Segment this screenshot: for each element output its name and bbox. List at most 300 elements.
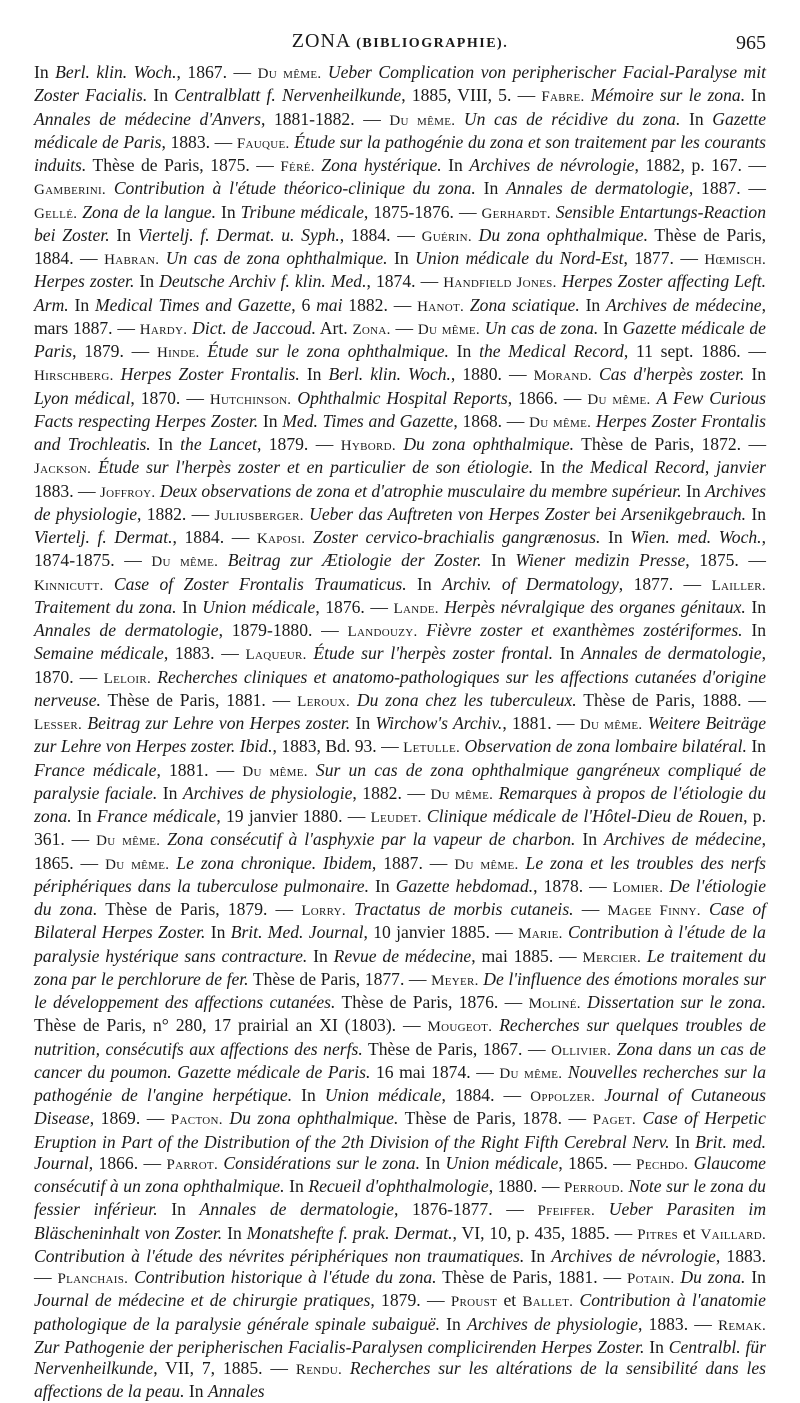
- bibliography-entry: [34, 713, 575, 733]
- bibliography-entry: [297, 690, 766, 710]
- work-title: Gazette hebdomad.: [395, 875, 534, 896]
- author-name: Leroux.: [297, 693, 351, 710]
- citation-text: In: [387, 248, 416, 268]
- citation-text: In: [439, 1313, 467, 1334]
- work-title: Union médicale: [445, 1152, 559, 1173]
- work-title: Observation de zona lombaire bilatéral.: [464, 736, 747, 757]
- citation-text: In: [680, 108, 713, 129]
- work-title: Cas d'herpès zoster.: [598, 364, 745, 385]
- work-title: Beitrag zur Lehre von Herpes zoster.: [87, 713, 351, 733]
- work-title: Herpes Zoster affecting Left. Arm.: [34, 271, 766, 315]
- citation-text: , 1881. —: [502, 713, 575, 733]
- work-title: Étude sur la pathogénie du zona et son traitement par les courants induits.: [34, 131, 767, 175]
- work-title: Annales de dermatologie: [506, 178, 689, 199]
- work-title: Ueber Complication von peripherischer Facial-Paralyse mit Zoster Facialis.: [34, 62, 767, 106]
- work-title: Revue de médecine: [333, 945, 472, 966]
- citation-text: In: [109, 224, 138, 245]
- bibliography-entry: [280, 155, 766, 175]
- citation-text: Thèse de Paris, 1876. —: [335, 992, 523, 1012]
- work-title: Beitrag zur Ætiologie der Zoster.: [227, 550, 482, 571]
- author-name: Planchais.: [57, 1271, 129, 1287]
- citation-text: Thèse de Paris, 1867. —: [362, 1038, 546, 1059]
- author-name: Du même.: [242, 763, 308, 780]
- work-title: Archives de physiologie: [182, 782, 353, 803]
- work-title: Ueber das Auftreten von Herpes Zoster bei Arsenikgebrauch.: [309, 503, 747, 524]
- citation-text: , 1874. —: [366, 271, 439, 292]
- work-title: Centralblatt f. Nervenheilkunde: [174, 85, 402, 106]
- citation-text: , 1879. —: [256, 434, 334, 454]
- work-title: Berl. klin. Woch.: [55, 62, 177, 82]
- citation-text: [342, 1358, 350, 1378]
- work-title: Wirchow's Archiv.: [375, 713, 503, 733]
- work-title: Sur un cas de zona ophthalmique gangréneux compliqué de paralysie faciale.: [34, 759, 766, 803]
- work-title: Recherches sur les altérations de la sensibilité dans les affections de la peau.: [34, 1358, 767, 1402]
- work-title: Medical Times and Gazette: [94, 294, 292, 315]
- work-title: Nouvelles recherches sur la pathogénie de l'angine herpétique.: [34, 1061, 766, 1105]
- citation-text: , 1883. —: [34, 1245, 767, 1287]
- citation-text: , 1887. —: [688, 178, 767, 199]
- author-name: Rendu.: [295, 1362, 342, 1378]
- author-name: Paget.: [592, 1112, 636, 1129]
- citation-text: , VII, 7, 1885. —: [153, 1358, 288, 1378]
- citation-text: Thèse de Paris, 1872. —: [574, 434, 767, 454]
- work-title: Recueil d'ophthalmologie: [308, 1176, 489, 1196]
- author-name: Gamberini.: [34, 182, 106, 199]
- citation-text: , 1877. —: [618, 573, 702, 594]
- work-title: Note sur le zona du fessier inférieur.: [34, 1176, 766, 1220]
- citation-text: et: [497, 1290, 523, 1311]
- citation-text: , 1865. —: [558, 1152, 631, 1173]
- work-title: Brit. med. Journal: [34, 1131, 767, 1173]
- author-name: Lailler.: [711, 577, 766, 594]
- citation-text: In: [533, 457, 562, 478]
- citation-text: , 1877. —: [623, 248, 698, 268]
- work-title: mai: [316, 294, 343, 315]
- citation-text: In: [575, 829, 604, 850]
- work-title: Union médicale du Nord-Est: [415, 248, 624, 268]
- work-title: France médicale: [96, 806, 217, 826]
- work-title: Du zona ophthalmique.: [403, 434, 575, 454]
- bibliography-entry: [210, 388, 581, 408]
- citation-text: , mai 1885. —: [471, 945, 577, 966]
- citation-text: In: [524, 1245, 552, 1266]
- author-name: Pacton.: [170, 1112, 223, 1129]
- author-name: Marie.: [518, 926, 563, 943]
- work-title: Gazette médicale de Paris: [34, 108, 767, 152]
- citation-text: In: [448, 341, 480, 361]
- citation-text: In: [284, 1176, 309, 1196]
- citation-text: In: [34, 62, 56, 82]
- citation-text: , 1883. —: [161, 131, 233, 152]
- author-name: Joffroy.: [100, 484, 156, 501]
- author-name: Kaposi.: [256, 531, 306, 547]
- work-title: Dissertation sur le zona.: [587, 992, 767, 1012]
- citation-text: Thèse de Paris, 1881. —: [436, 1267, 622, 1287]
- author-name: Leudet.: [370, 810, 422, 826]
- work-title: Union médicale: [324, 1085, 442, 1105]
- work-title: Du zona chez les tuberculeux.: [356, 689, 577, 710]
- author-name: Fabre.: [541, 89, 585, 106]
- author-name: Du même.: [454, 856, 519, 873]
- citation-text: ,: [704, 457, 717, 478]
- work-title: Contribution historique à l'étude du zona.: [134, 1267, 437, 1287]
- author-name: Ballet.: [522, 1294, 574, 1311]
- citation-text: , 1887. —: [371, 852, 448, 873]
- citation-text: In: [441, 155, 470, 175]
- work-title: Contribution à l'étude des névrites périphériques non traumatiques.: [34, 1245, 525, 1266]
- work-title: Zona consécutif à l'asphyxie par la vapeur de charbon.: [167, 829, 576, 850]
- citation-text: In: [222, 1222, 247, 1243]
- citation-text: In: [744, 364, 767, 385]
- work-title: Journal de médecine et de chirurgie pratiques: [34, 1290, 371, 1311]
- author-name: Du même.: [579, 717, 643, 733]
- author-name: Lomier.: [612, 879, 664, 896]
- citation-text: , 1875-1876. —: [363, 201, 477, 222]
- author-name: Oppolzer.: [530, 1089, 596, 1105]
- citation-text: 16 mai 1874. —: [370, 1061, 494, 1082]
- work-title: Sensible Entartungs-Reaction bei Zoster.: [34, 201, 767, 245]
- work-title: Du zona ophthalmique.: [229, 1108, 399, 1129]
- work-title: Monatshefte f. prak. Dermat.: [246, 1222, 453, 1243]
- work-title: Annales: [207, 1381, 265, 1402]
- citation-text: , 1883. —: [163, 643, 239, 664]
- work-title: Archives de physiologie: [466, 1313, 638, 1334]
- citation-text: In: [134, 271, 160, 292]
- author-name: Vaillard.: [700, 1226, 767, 1243]
- page-number: 965: [736, 32, 766, 54]
- author-name: Perroud.: [564, 1180, 624, 1196]
- citation-text: In: [205, 922, 231, 943]
- citation-text: , 1881-1882. —: [260, 108, 381, 129]
- work-title: Archives de médecine: [606, 294, 762, 315]
- citation-text: In: [292, 1085, 325, 1105]
- citation-text: , 1869. —: [89, 1108, 165, 1129]
- author-name: Letulle.: [403, 740, 461, 757]
- citation-text: Thèse de Paris, 1878. —: [398, 1108, 587, 1129]
- work-title: Zona sciatique.: [469, 294, 580, 315]
- citation-text: [350, 690, 357, 710]
- citation-text: , 1883. —: [637, 1313, 712, 1334]
- work-title: Case of Herpetic Eruption in Part of the Distribution of the 2th Division of the Right Fifth Cerebral Nerv.: [34, 1108, 766, 1152]
- citation-text: , 1882. —: [352, 782, 425, 803]
- citation-text: , 1884. —: [441, 1085, 522, 1105]
- author-name: Jackson.: [34, 461, 92, 478]
- citation-text: [455, 109, 464, 129]
- work-title: Viertelj. f. Dermat.: [34, 527, 173, 547]
- citation-text: [308, 760, 316, 780]
- work-title: Union médicale: [202, 596, 316, 617]
- bibliography-entry: [34, 574, 701, 594]
- bibliography-entry: [167, 1153, 631, 1173]
- work-title: Brit. Med. Journal: [230, 922, 364, 943]
- author-name: Morand.: [533, 368, 592, 385]
- work-title: Le traitement du zona par le perchlorure de fer.: [34, 945, 767, 989]
- citation-text: Thèse de Paris, 1884. —: [34, 224, 767, 268]
- work-title: Case of Bilateral Herpes Zoster.: [34, 899, 767, 943]
- work-title: Herpes Zoster Frontalis.: [120, 364, 300, 385]
- citation-text: [305, 527, 313, 547]
- citation-text: In: [406, 573, 443, 594]
- citation-text: Thèse de Paris, 1888. —: [576, 689, 766, 710]
- work-title: Le zona et les troubles des nerfs périphériques dans la tuberculose pulmonaire.: [34, 852, 766, 896]
- author-name: Hœmisch.: [704, 252, 767, 268]
- citation-text: 1882. —: [342, 294, 412, 315]
- citation-text: In: [600, 527, 631, 547]
- bibliography-entry: [34, 202, 477, 222]
- author-name: Mougeot.: [427, 1019, 493, 1036]
- citation-text: In: [147, 85, 175, 106]
- citation-text: , 1884. —: [172, 527, 250, 547]
- author-name: Mercier.: [582, 949, 642, 966]
- citation-text: , 1876-1877. —: [393, 1199, 524, 1220]
- citation-text: In: [157, 1199, 200, 1220]
- author-name: Habran.: [104, 252, 160, 268]
- author-name: Du même.: [96, 833, 161, 850]
- work-title: Archiv. of Dermatology: [442, 573, 619, 594]
- citation-text: Thèse de Paris, 1879. —: [97, 899, 294, 919]
- author-name: Du même.: [417, 321, 480, 338]
- author-name: Proust: [450, 1294, 498, 1311]
- author-name: Fauque.: [236, 135, 290, 152]
- author-name: Zona.: [352, 321, 391, 338]
- work-title: Lyon médical: [34, 387, 131, 408]
- citation-text: In: [216, 201, 241, 222]
- work-title: Weitere Beiträge zur Lehre von Herpes zoster.: [34, 713, 767, 757]
- work-title: De l'étiologie du zona.: [34, 875, 767, 919]
- work-title: Le zona chronique. Ibidem: [176, 852, 372, 873]
- work-title: Annales de dermatologie: [199, 1199, 394, 1220]
- work-title: Journal of Cutaneous Disease: [34, 1085, 767, 1129]
- author-name: Gellé.: [34, 205, 78, 222]
- work-title: Wiener medizin Presse: [515, 550, 686, 571]
- running-title: [34, 30, 766, 53]
- author-name: Du même.: [430, 786, 494, 803]
- author-name: Meyer.: [431, 972, 479, 989]
- author-name: Potain.: [626, 1271, 675, 1287]
- author-name: Lorry.: [301, 903, 346, 919]
- citation-text: In: [157, 782, 183, 803]
- work-title: Du zona.: [680, 1267, 746, 1287]
- author-name: Moliné.: [528, 996, 581, 1012]
- citation-text: , 1874-1875. —: [34, 527, 766, 571]
- citation-text: , p. 361. —: [34, 806, 766, 850]
- work-title: Zur Pathogenie der peripherischen Facialis-Paralysen complicirenden Herpes Zoster.: [34, 1336, 645, 1357]
- work-title: Zona de la langue.: [82, 201, 217, 222]
- citation-text: [519, 853, 526, 873]
- citation-text: , 1882. —: [137, 503, 210, 524]
- work-title: Zona dans un cas de cancer du poumon. Gazette médicale de Paris.: [34, 1038, 766, 1082]
- work-title: Mémoire sur le zona.: [590, 85, 746, 106]
- citation-text: In: [150, 434, 181, 454]
- bibliography-entry: [151, 550, 766, 570]
- citation-text: In: [681, 480, 706, 501]
- citation-text: In: [579, 294, 607, 315]
- citation-text: In: [745, 85, 766, 106]
- citation-text: In: [746, 736, 766, 757]
- citation-text: [595, 1085, 604, 1105]
- author-name: Leloir.: [103, 670, 152, 687]
- work-title: Ibid.: [239, 736, 273, 757]
- bibliography-entry: [157, 341, 766, 361]
- running-header: [34, 22, 766, 62]
- work-title: Herpes Zoster Frontalis and Trochleatis.: [34, 410, 766, 454]
- work-title: Deutsche Archiv f. klin. Med.: [159, 271, 367, 292]
- work-title: Contribution à l'étude théorico-clinique du zona.: [113, 178, 476, 199]
- citation-text: [472, 225, 479, 245]
- citation-text: [418, 620, 427, 640]
- author-name: Lesser.: [34, 717, 83, 733]
- citation-text: In: [350, 713, 376, 733]
- citation-text: In: [299, 364, 329, 385]
- bibliography-entry: [140, 318, 413, 338]
- work-title: Un cas de récidive du zona.: [463, 108, 681, 129]
- author-name: Remak.: [718, 1317, 767, 1334]
- work-title: the Lancet: [180, 434, 257, 454]
- citation-text: In: [184, 1381, 208, 1402]
- citation-text: , 1868. —: [453, 410, 525, 431]
- author-name: Du même.: [151, 554, 219, 571]
- author-name: Pfeiffer.: [537, 1203, 596, 1220]
- work-title: Case of Zoster Frontalis Traumaticus.: [113, 573, 407, 594]
- author-name: Landouzy.: [347, 624, 418, 640]
- citation-text: In: [481, 550, 516, 571]
- work-title: Ophthalmic Hospital Reports: [297, 387, 508, 408]
- work-title: Recherches cliniques et anatomo-pathologiques sur les affections cutanées d'origine nerveuse.: [34, 666, 767, 710]
- author-name: Pitres: [637, 1226, 678, 1243]
- citation-text: , 1879-1880. —: [218, 620, 339, 640]
- author-name: Du même.: [499, 1065, 563, 1082]
- author-name: Magee Finny.: [607, 903, 701, 919]
- citation-text: [104, 574, 114, 594]
- work-title: Semaine médicale: [34, 643, 164, 664]
- work-title: Recherches sur quelques troubles de nutrition, consécutifs aux affections des nerfs.: [34, 1015, 766, 1059]
- citation-text: , 1883, Bd. 93. —: [272, 736, 399, 757]
- citation-text: , 11 sept. 1886. —: [623, 341, 767, 361]
- citation-text: [106, 178, 114, 198]
- work-title: Archives de physiologie: [34, 480, 766, 524]
- author-name: Hinde.: [156, 345, 200, 361]
- citation-text: [114, 364, 121, 384]
- author-name: Laqueur.: [245, 647, 307, 664]
- work-title: Annales de dermatologie: [34, 620, 219, 640]
- bibliography-entry: [341, 434, 766, 454]
- citation-text: et: [677, 1222, 701, 1243]
- author-name: Hirschberg.: [34, 368, 114, 385]
- bibliography-entry: [105, 853, 447, 873]
- work-title: Med. Times and Gazette: [282, 410, 454, 431]
- citation-text: , 1870. —: [130, 387, 204, 408]
- citation-text: In: [68, 294, 95, 315]
- author-name: Gerhardt.: [481, 205, 551, 222]
- citation-text: In: [598, 317, 623, 338]
- author-name: Parrot.: [166, 1156, 219, 1173]
- work-title: Tractatus de morbis cutaneis.: [354, 899, 574, 919]
- citation-text: In: [475, 178, 507, 199]
- citation-text: , 1875. —: [685, 550, 766, 571]
- citation-text: , 1866. —: [88, 1152, 162, 1173]
- citation-text: , 1879. —: [370, 1290, 445, 1311]
- running-title-sub: (BIBLIOGRAPHIE).: [356, 36, 509, 51]
- citation-text: [701, 899, 709, 919]
- work-title: Étude sur le zona ophthalmique.: [207, 341, 449, 361]
- author-name: Guérin.: [421, 228, 472, 245]
- author-name: Hybord.: [340, 438, 396, 454]
- work-title: Gazette médicale de Paris: [34, 317, 766, 361]
- citation-text: In: [742, 620, 767, 640]
- citation-text: In: [746, 503, 767, 524]
- work-title: Archives de médecine: [603, 829, 762, 850]
- work-title: the Medical Record: [479, 341, 624, 361]
- citation-text: Thèse de Paris, 1875. —: [86, 155, 274, 175]
- work-title: Contribution à l'étude de la paralysie hystérique sans contracture.: [34, 922, 766, 966]
- citation-text: [592, 364, 599, 384]
- bibliography-entry: [171, 1108, 586, 1128]
- citation-text: In: [644, 1336, 669, 1357]
- work-title: Remarques à propos de l'étiologie du zona.: [34, 782, 767, 826]
- citation-text: , 1867. —: [176, 62, 258, 82]
- citation-text: —: [390, 317, 414, 338]
- citation-text: In: [745, 596, 766, 617]
- citation-text: In: [71, 806, 97, 826]
- citation-text: Thèse de Paris, n° 280, 17 prairial an XI (1803). —: [34, 1015, 421, 1036]
- work-title: Clinique médicale de l'Hôtel-Dieu de Rouen: [426, 806, 744, 826]
- work-title: Fièvre zoster et exanthèmes zostériformes.: [426, 620, 743, 640]
- author-name: Handfield Jones.: [443, 275, 557, 292]
- citation-text: , 1881. —: [156, 759, 235, 780]
- work-title: Considérations sur le zona.: [223, 1152, 420, 1173]
- author-name: Féré.: [280, 159, 315, 175]
- work-title: Glaucome consécutif à un zona ophthalmique.: [34, 1152, 766, 1196]
- work-title: Étude sur l'herpès zoster et en particulier de son étiologie.: [98, 457, 534, 478]
- citation-text: , 1865. —: [34, 829, 766, 873]
- author-name: Hutchinson.: [209, 391, 292, 408]
- author-name: Du même.: [587, 391, 651, 408]
- citation-text: , 6: [291, 294, 317, 315]
- author-name: Kinnicutt.: [34, 577, 104, 594]
- work-title: Zona hystérique.: [321, 155, 442, 175]
- citation-text: —: [573, 899, 600, 919]
- citation-text: , 19 janvier 1880. —: [216, 806, 366, 826]
- citation-text: , 1885, VIII, 5. —: [401, 85, 536, 106]
- author-name: Juliusberger.: [214, 507, 304, 524]
- work-title: A Few Curious Facts respecting Herpes Zoster.: [34, 387, 767, 431]
- citation-text: , 1880. —: [488, 1176, 560, 1196]
- author-name: Du même.: [529, 414, 592, 431]
- citation-text: Thèse de Paris, 1881. —: [100, 689, 291, 710]
- citation-text: , 1866. —: [507, 387, 582, 408]
- citation-text: , 1876. —: [315, 596, 388, 617]
- citation-text: In: [745, 1267, 766, 1287]
- author-name: Hardy.: [139, 321, 188, 338]
- work-title: Annales de dermatologie: [581, 643, 762, 664]
- work-title: Berl. klin. Woch.: [328, 364, 451, 385]
- work-title: France médicale: [34, 759, 157, 780]
- citation-text: [218, 550, 228, 570]
- citation-text: In: [669, 1131, 696, 1152]
- citation-text: In: [369, 875, 396, 896]
- work-title: Wien. med. Woch.: [630, 527, 762, 547]
- work-title: Tribune médicale: [240, 201, 364, 222]
- bibliography-entry: [57, 1267, 621, 1287]
- work-title: Ueber Parasiten im Bläscheninhalt von Zoster.: [34, 1199, 767, 1243]
- bibliography-entry: [34, 364, 527, 384]
- work-title: Du zona ophthalmique.: [478, 224, 648, 245]
- citation-text: 1883. —: [34, 480, 96, 501]
- work-title: Un cas de zona.: [484, 317, 599, 338]
- citation-text: In: [176, 596, 203, 617]
- work-title: Archives de névrologie: [469, 155, 635, 175]
- author-name: Du même.: [105, 856, 170, 873]
